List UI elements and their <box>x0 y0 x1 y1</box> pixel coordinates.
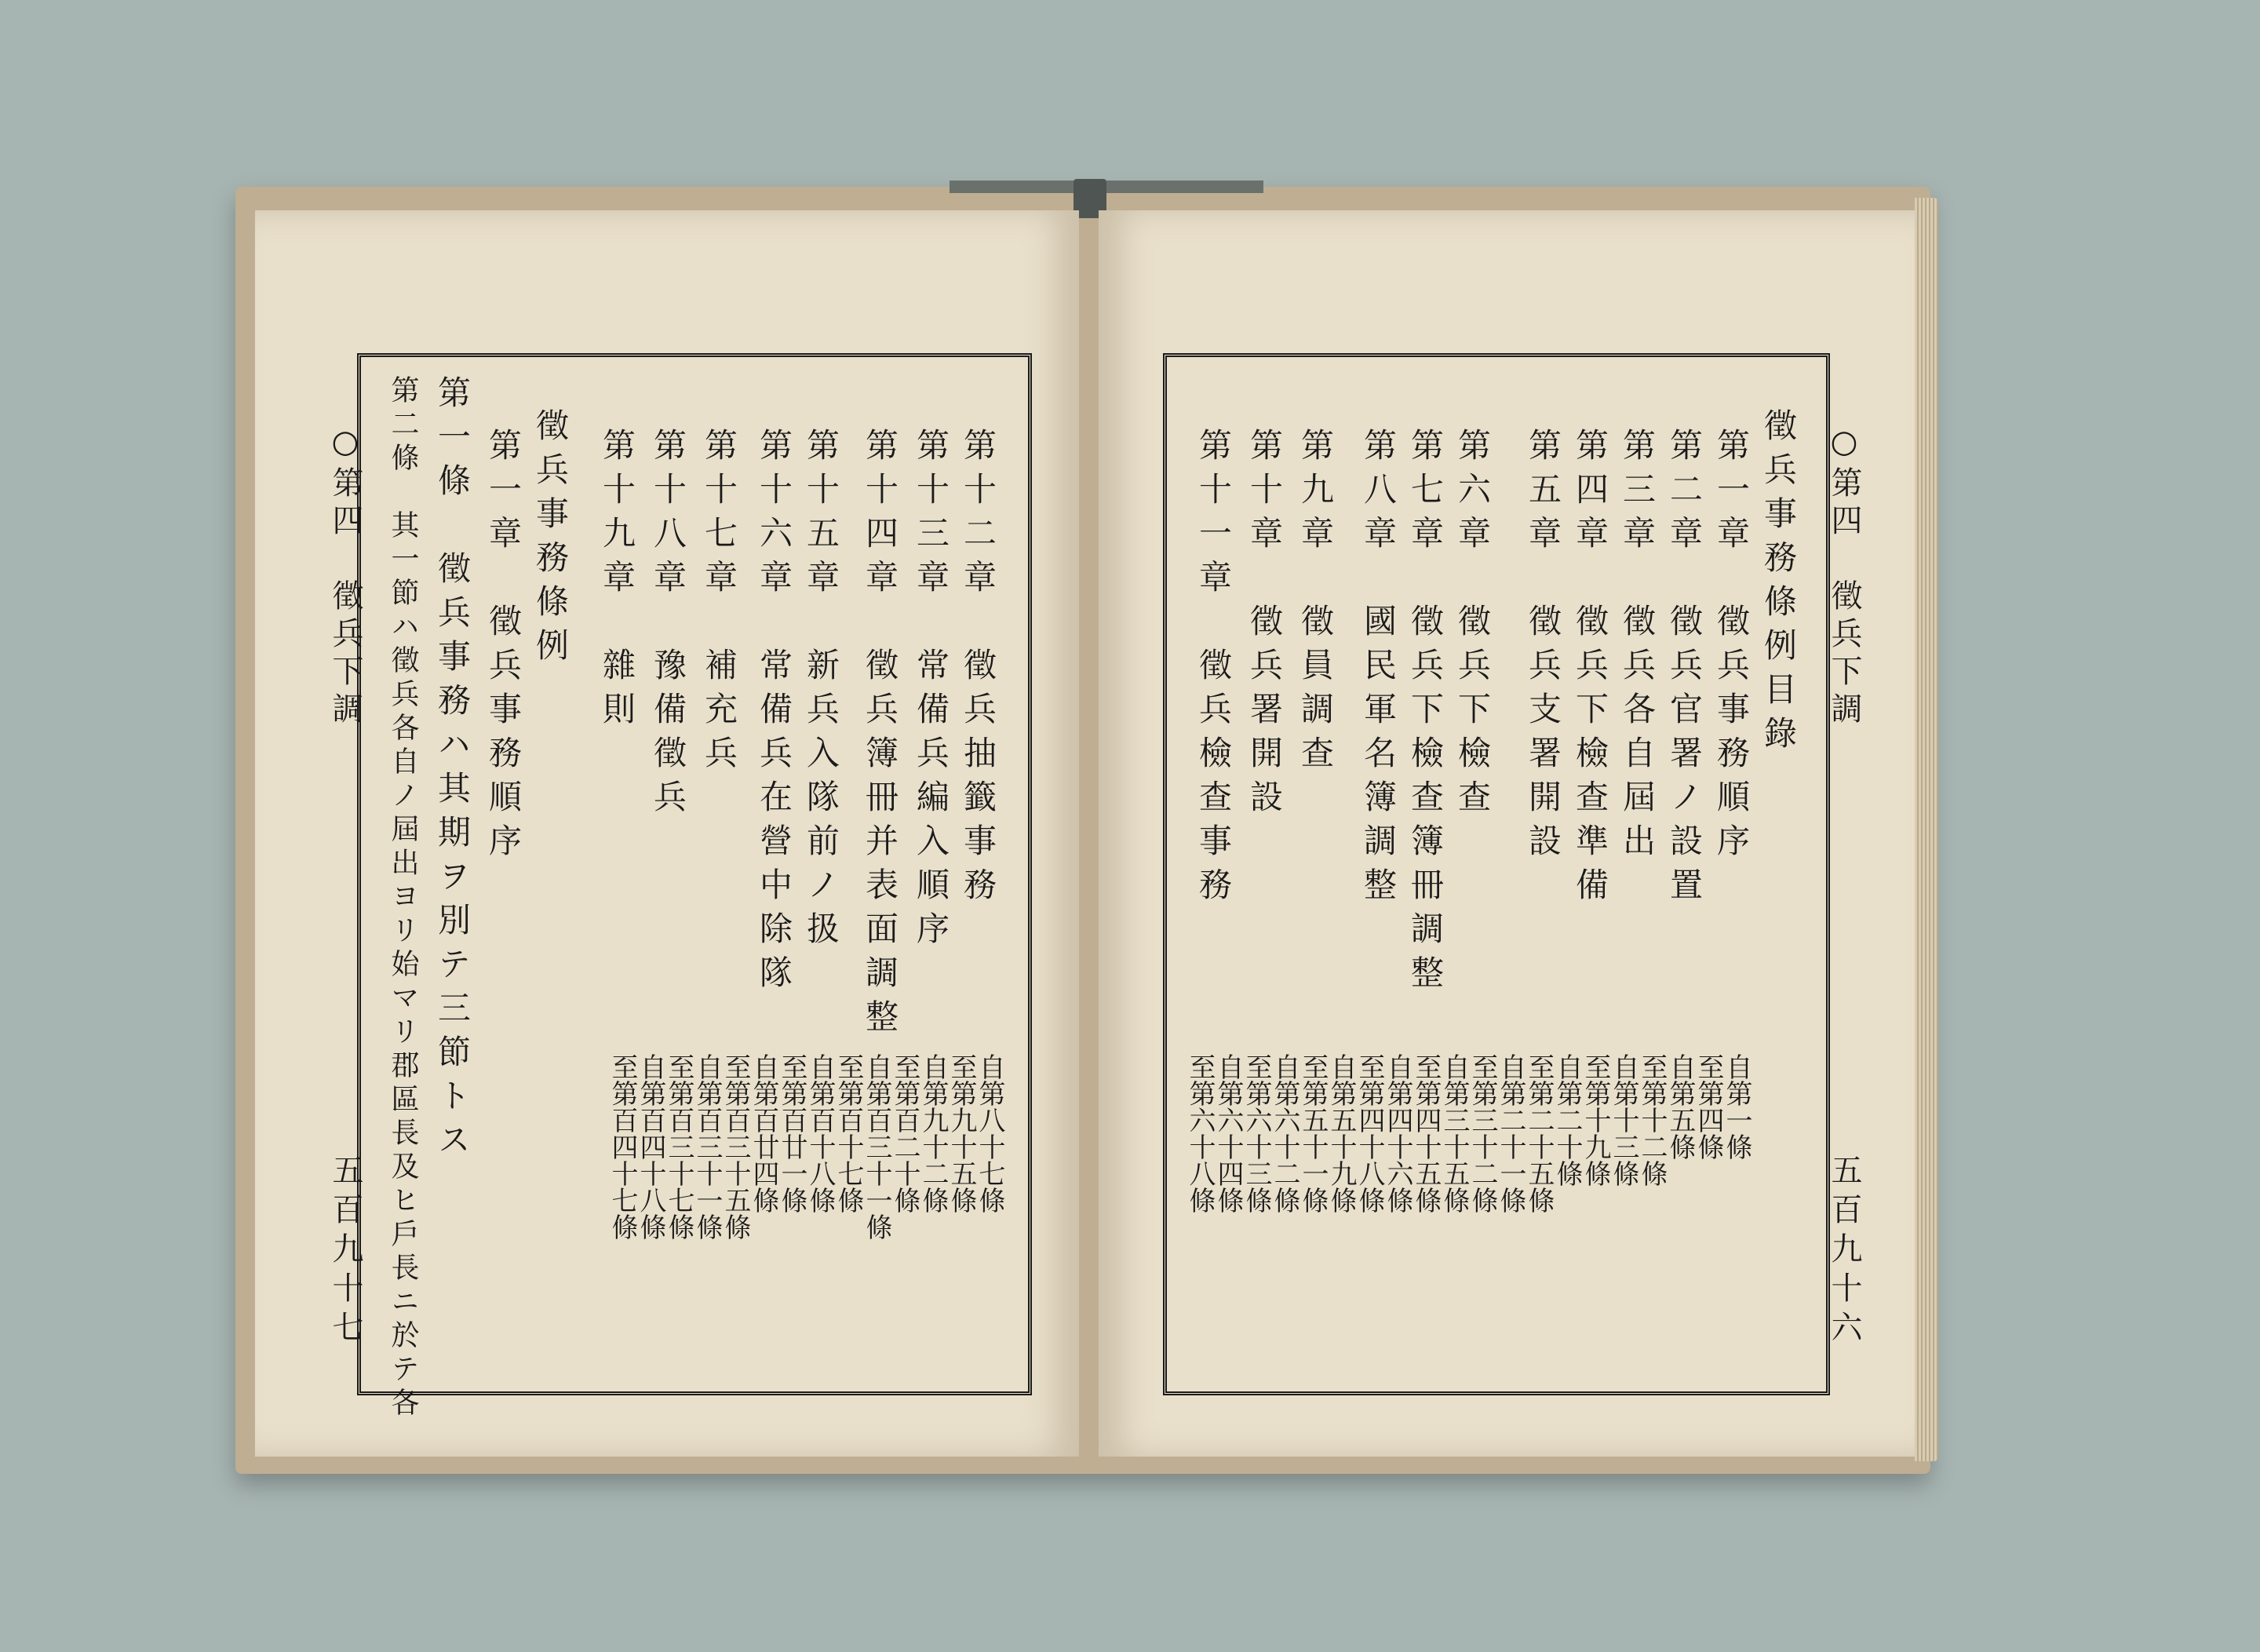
left-article: 第一條 徵兵事務ハ其期ヲ別テ三節トス <box>433 375 472 1166</box>
right-contents-line: 第四章 徵兵下檢查準備 <box>1571 428 1609 911</box>
right-ref: 自第三十五條 <box>1438 1053 1470 1213</box>
right-ref: 至第二十五條 <box>1523 1053 1555 1213</box>
right-ref: 至第四條 <box>1693 1053 1724 1160</box>
right-running-head: ○第四 徵兵下調 <box>1826 424 1862 730</box>
right-contents-line: 第九章 徵員調查 <box>1296 428 1335 779</box>
right-contents-line: 第八章 國民軍名簿調整 <box>1359 428 1398 911</box>
right-contents-line: 第五章 徵兵支署開設 <box>1524 428 1562 867</box>
left-contents-line: 第十七章 補充兵 <box>700 428 738 779</box>
left-ref: 自第百廿四條 <box>748 1053 779 1213</box>
spine-strip-right <box>1106 181 1263 193</box>
left-ref: 至第百十七條 <box>833 1053 864 1213</box>
left-folio: 五百九十七 <box>327 1154 363 1350</box>
right-ref: 至第五十一條 <box>1297 1053 1329 1213</box>
right-ref: 自第一條 <box>1721 1053 1752 1160</box>
right-contents-line: 第二章 徵兵官署ノ設置 <box>1665 428 1704 911</box>
right-ref: 自第二十一條 <box>1495 1053 1526 1213</box>
right-folio: 五百九十六 <box>1826 1154 1862 1350</box>
right-ref: 自第六十四條 <box>1212 1053 1244 1213</box>
left-ref: 自第八十七條 <box>974 1053 1005 1213</box>
left-ref: 自第百十八條 <box>804 1053 836 1213</box>
right-ref: 至第十九條 <box>1580 1053 1611 1187</box>
left-contents-line: 第十八章 豫備徵兵 <box>649 428 687 823</box>
right-ref: 自第五條 <box>1664 1053 1696 1160</box>
left-ref: 自第百四十八條 <box>635 1053 666 1240</box>
left-contents-line: 第十九章 雜則 <box>598 428 636 735</box>
right-contents-line: 第十章 徵兵署開設 <box>1245 428 1284 823</box>
left-ref: 至第百廿一條 <box>776 1053 807 1213</box>
right-ref: 自第六十二條 <box>1269 1053 1300 1213</box>
left-contents-line: 第十四章 徵兵簿冊并表面調整 <box>861 428 899 1043</box>
left-ref: 至第百三十五條 <box>720 1053 751 1240</box>
left-article: 第二條 其一節ハ徵兵各自ノ屆出ヨリ始マリ郡區長及ヒ戶長ニ於テ各 <box>387 375 419 1421</box>
right-ref: 至第四十八條 <box>1354 1053 1385 1213</box>
left-contents-line: 第十三章 常備兵編入順序 <box>912 428 950 955</box>
left-ref: 自第九十二條 <box>917 1053 949 1213</box>
right-ref: 自第五十九條 <box>1325 1053 1357 1213</box>
left-ref: 自第百三十一條 <box>691 1053 723 1240</box>
right-ref: 至第十二條 <box>1636 1053 1668 1187</box>
right-ref: 自第二十條 <box>1551 1053 1583 1187</box>
right-contents-line: 第七章 徵兵下檢查簿冊調整 <box>1406 428 1445 999</box>
left-ref: 至第百四十七條 <box>607 1053 638 1240</box>
page-edges <box>1915 198 1938 1461</box>
left-ref: 至第九十五條 <box>946 1053 977 1213</box>
right-contents-line: 第一章 徵兵事務順序 <box>1712 428 1751 867</box>
spine-strip-left <box>950 181 1075 193</box>
right-contents-line: 第十一章 徵兵檢查事務 <box>1194 428 1233 911</box>
left-contents-line: 第十六章 常備兵在營中除隊 <box>755 428 793 999</box>
right-contents-line: 第六章 徵兵下檢查 <box>1453 428 1492 823</box>
left-running-head: ○第四 徵兵下調 <box>327 424 363 730</box>
right-ref: 至第六十三條 <box>1241 1053 1272 1213</box>
left-ref: 自第百三十一條 <box>861 1053 892 1240</box>
left-chapter-heading: 第一章 徵兵事務順序 <box>484 428 523 867</box>
right-ref: 至第六十八條 <box>1184 1053 1216 1213</box>
left-ref: 至第百三十七條 <box>663 1053 694 1240</box>
right-ref: 自第十三條 <box>1608 1053 1639 1187</box>
left-contents-line: 第十五章 新兵入隊前ノ扱 <box>802 428 840 955</box>
left-section-title: 徵兵事務條例 <box>531 408 570 672</box>
left-contents-line: 第十二章 徵兵抽籤事務 <box>959 428 997 911</box>
right-contents-line: 第三章 徵兵各自屆出 <box>1618 428 1657 867</box>
right-ref: 至第三十二條 <box>1467 1053 1498 1213</box>
right-toc-title: 徵兵事務條例目錄 <box>1759 408 1798 760</box>
left-ref: 至第百二十條 <box>889 1053 920 1213</box>
right-ref: 自第四十六條 <box>1382 1053 1413 1213</box>
right-ref: 至第四十五條 <box>1410 1053 1442 1213</box>
